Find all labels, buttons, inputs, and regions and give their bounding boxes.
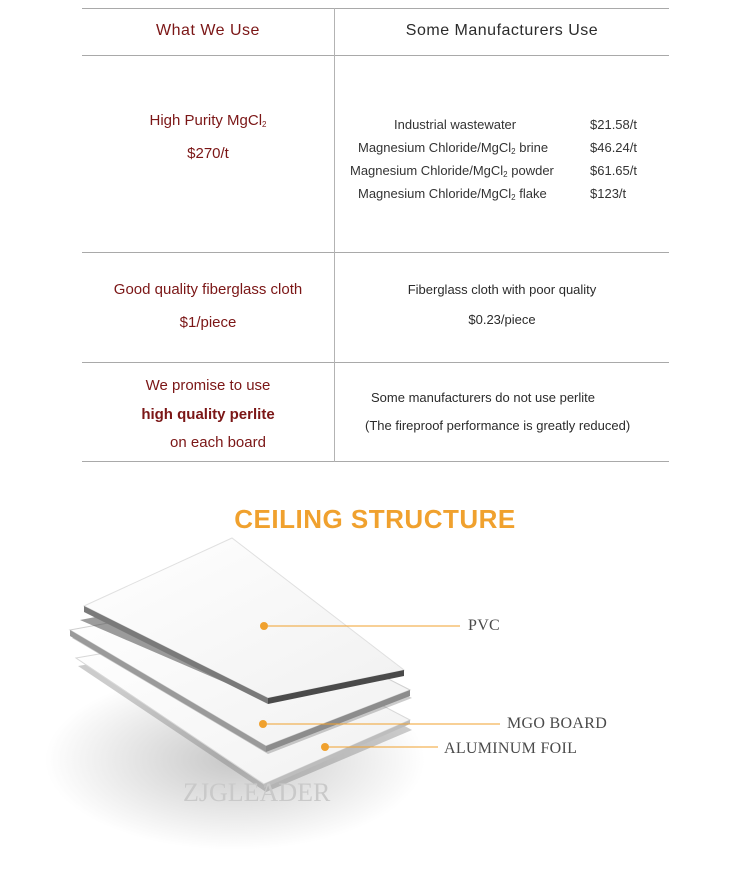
row1-item-3-rest: flake [515, 186, 547, 201]
row1-item-2-name [350, 163, 554, 179]
table-bottom-rule [82, 461, 669, 462]
row1-left-text: High Purity MgCl [149, 112, 263, 129]
row2-left-price: $1/piece [179, 314, 237, 331]
row1-left-sub: 2 [262, 120, 267, 129]
mgo-board-label: MGO BOARD [507, 715, 608, 732]
row1-item-1-rest: brine [515, 140, 549, 155]
row1-left-price: $270/t [187, 145, 229, 162]
row1-item-3-name [358, 186, 547, 202]
row3-left-line3: on each board [170, 434, 266, 451]
header-what-we-use: What We Use [156, 22, 260, 39]
ceiling-layers-illustration [0, 530, 750, 870]
row1-item-3-price: $123/t [590, 186, 627, 201]
table-header-rule [82, 55, 669, 56]
row3-right-line1: Some manufacturers do not use perlite [371, 390, 596, 405]
row1-item-1-label: Magnesium Chloride/MgCl [358, 140, 512, 155]
row1-item-1-name [358, 140, 548, 156]
table-row1-rule [82, 252, 669, 253]
aluminum-foil-label: ALUMINUM FOIL [444, 740, 578, 757]
row3-left-line1: We promise to use [145, 377, 271, 394]
row1-item-2-price: $61.65/t [590, 163, 637, 178]
table-column-divider [334, 8, 335, 462]
row2-left-material: Good quality fiberglass cloth [113, 281, 303, 298]
row1-item-0-price: $21.58/t [590, 117, 637, 132]
brand-watermark: ZJGLEADER [183, 778, 331, 807]
row1-item-0-label: Industrial wastewater [394, 117, 517, 132]
pvc-label: PVC [468, 617, 501, 634]
header-manufacturers-use: Some Manufacturers Use [405, 22, 599, 39]
table-top-rule [82, 8, 669, 9]
row1-item-3-label: Magnesium Chloride/MgCl [358, 186, 512, 201]
row3-left-line2: high quality perlite [141, 406, 275, 423]
row1-item-2-label: Magnesium Chloride/MgCl [350, 163, 504, 178]
row2-right-material: Fiberglass cloth with poor quality [407, 282, 597, 297]
row1-item-3-sub: 2 [511, 193, 516, 202]
row1-left-material [82, 112, 334, 129]
row1-item-2-rest: powder [507, 163, 554, 178]
row2-right-price: $0.23/piece [468, 312, 536, 327]
row1-item-1-price: $46.24/t [590, 140, 637, 155]
table-row2-rule [82, 362, 669, 363]
row1-item-0-name [394, 117, 516, 132]
comparison-table [82, 8, 669, 462]
row3-right-line2: (The fireproof performance is greatly reduced) [365, 418, 631, 433]
ceiling-structure-title: CEILING STRUCTURE [234, 504, 516, 534]
row1-item-2-sub: 2 [503, 170, 508, 179]
row1-item-1-sub: 2 [511, 147, 516, 156]
